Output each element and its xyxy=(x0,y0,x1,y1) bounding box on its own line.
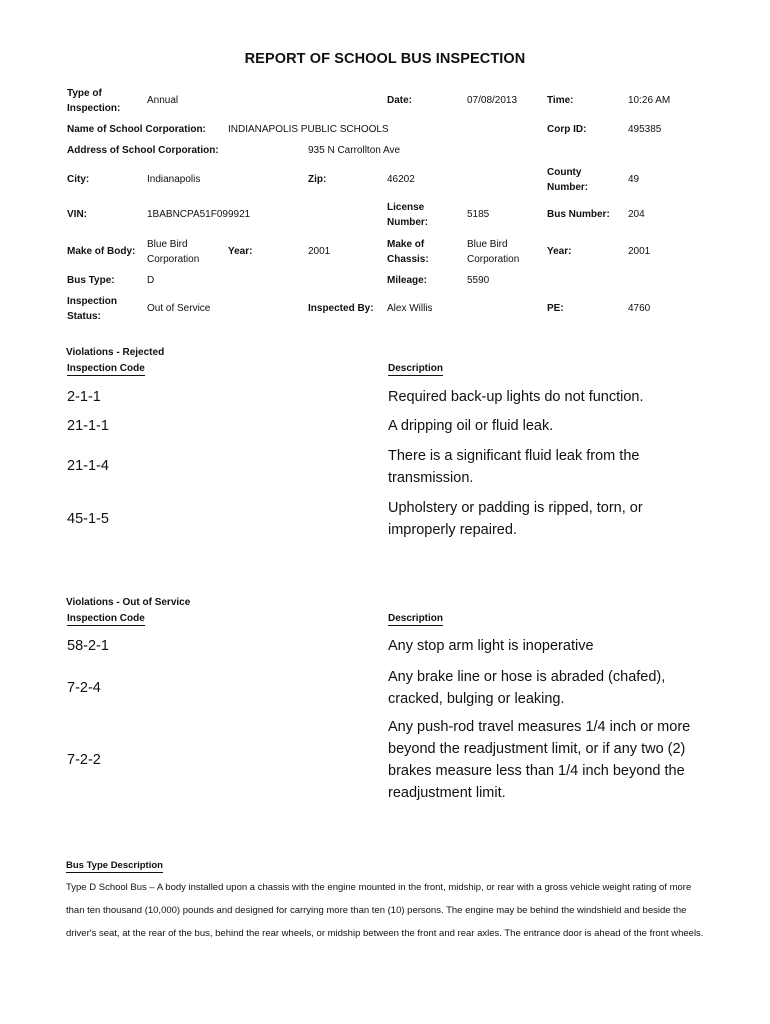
corp-name-label: Name of School Corporation: xyxy=(67,124,206,135)
city-label: City: xyxy=(67,174,90,185)
rejected-description: Required back-up lights do not function. xyxy=(388,389,644,405)
chassis-year-label: Year: xyxy=(547,246,572,257)
bus-type-description-text: Type D School Bus – A body installed upon a chassis with the engine mounted in the front, midship, or rear with a gross vehicle weight rating of more than ten thousand (10,000) pounds and designed for carrying more than ten (10) persons. The engine may be behind the windshield and beside the driver's seat, at the rear of the bus, behind the rear wheels, or midship between the front and rear axles. The entrance door is ahead of the front wheels. xyxy=(66,882,704,939)
rejected-description: There is a significant fluid leak from the transmission. xyxy=(388,448,640,486)
bus-number-value: 204 xyxy=(628,209,645,220)
out-of-service-description: Any brake line or hose is abraded (chafed), cracked, bulging or leaking. xyxy=(388,669,666,707)
county-number-label: County Number: xyxy=(547,167,589,193)
address-label: Address of School Corporation: xyxy=(67,145,219,156)
inspection-status-label: Inspection Status: xyxy=(67,296,118,322)
county-number-value: 49 xyxy=(628,174,640,185)
zip-value: 46202 xyxy=(387,174,415,185)
time-label: Time: xyxy=(547,95,574,106)
inspected-by-value: Alex Willis xyxy=(387,303,433,314)
inspection-status-value: Out of Service xyxy=(147,303,211,314)
address-value: 935 N Carrollton Ave xyxy=(308,145,401,156)
bus-type-label: Bus Type: xyxy=(67,275,115,286)
make-of-chassis-label: Make of Chassis: xyxy=(387,239,429,265)
page-title: REPORT OF SCHOOL BUS INSPECTION xyxy=(244,51,526,67)
rejected-code: 45-1-5 xyxy=(67,511,109,527)
make-of-body-label: Make of Body: xyxy=(67,246,136,257)
vin-label: VIN: xyxy=(67,209,87,220)
out-of-service-description-header: Description xyxy=(388,613,444,624)
rejected-code-header: Inspection Code xyxy=(67,363,145,374)
out-of-service-description: Any stop arm light is inoperative xyxy=(388,638,594,654)
license-number-label: License Number: xyxy=(387,202,429,228)
bus-number-label: Bus Number: xyxy=(547,209,610,220)
chassis-year-value: 2001 xyxy=(628,246,651,257)
body-year-value: 2001 xyxy=(308,246,331,257)
corp-id-value: 495385 xyxy=(628,124,662,135)
out-of-service-description: Any push-rod travel measures 1/4 inch or more beyond the readjustment limit, or if any two (2) brakes measure less than 1/4 inch beyond the readjustment limit. xyxy=(388,719,691,801)
rejected-section-heading: Violations - Rejected xyxy=(66,347,165,358)
pe-value: 4760 xyxy=(628,303,651,314)
rejected-description: A dripping oil or fluid leak. xyxy=(388,418,554,434)
inspected-by-label: Inspected By: xyxy=(308,303,374,314)
out-of-service-code: 58-2-1 xyxy=(67,638,109,654)
license-number-value: 5185 xyxy=(467,209,490,220)
type-of-inspection-value: Annual xyxy=(147,95,179,106)
rejected-code: 21-1-4 xyxy=(67,458,109,474)
time-value: 10:26 AM xyxy=(628,95,671,106)
zip-label: Zip: xyxy=(308,174,327,185)
rejected-code: 21-1-1 xyxy=(67,418,109,434)
corp-id-label: Corp ID: xyxy=(547,124,587,135)
date-value: 07/08/2013 xyxy=(467,95,518,106)
city-value: Indianapolis xyxy=(147,174,201,185)
out-of-service-section-heading: Violations - Out of Service xyxy=(66,597,191,608)
out-of-service-code: 7-2-4 xyxy=(67,680,101,696)
pe-label: PE: xyxy=(547,303,564,314)
bus-type-description-heading: Bus Type Description xyxy=(66,860,163,871)
make-of-body-value: Blue Bird Corporation xyxy=(147,239,200,265)
out-of-service-code: 7-2-2 xyxy=(67,752,101,768)
date-label: Date: xyxy=(387,95,413,106)
type-of-inspection-label: Type of Inspection: xyxy=(67,88,121,114)
vin-value: 1BABNCPA51F099921 xyxy=(147,209,251,220)
out-of-service-code-header: Inspection Code xyxy=(67,613,145,624)
rejected-description: Upholstery or padding is ripped, torn, or improperly repaired. xyxy=(388,500,643,538)
make-of-chassis-value: Blue Bird Corporation xyxy=(467,239,520,265)
mileage-label: Mileage: xyxy=(387,275,428,286)
bus-type-value: D xyxy=(147,275,155,286)
corp-name-value: INDIANAPOLIS PUBLIC SCHOOLS xyxy=(228,124,389,135)
mileage-value: 5590 xyxy=(467,275,490,286)
rejected-description-header: Description xyxy=(388,363,444,374)
body-year-label: Year: xyxy=(228,246,253,257)
rejected-code: 2-1-1 xyxy=(67,389,101,405)
